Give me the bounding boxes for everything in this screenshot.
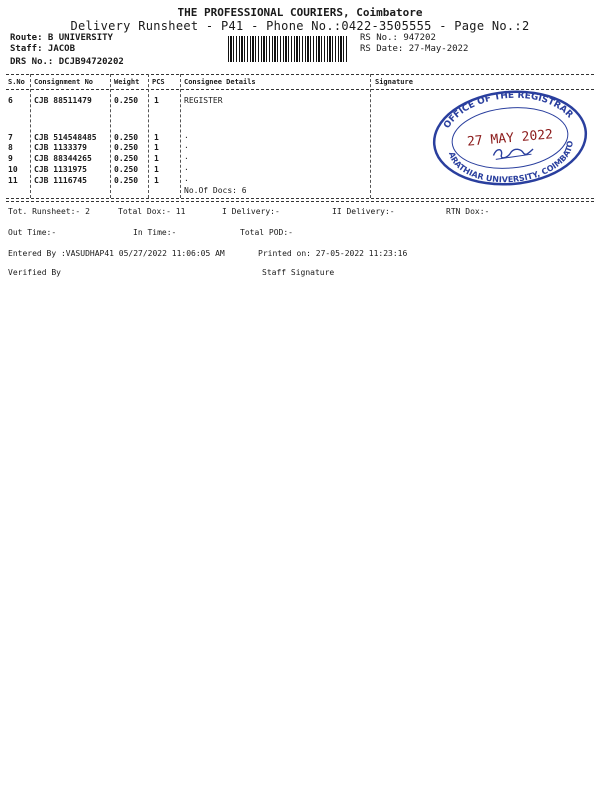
total-pod: Total POD:-: [240, 228, 293, 237]
total-runsheet: Tot. Runsheet:- 2: [8, 207, 90, 216]
column-header: Consignment No: [34, 78, 94, 86]
rs-date: RS Date: 27-May-2022: [360, 44, 469, 54]
table-bottom-rule-2: [6, 201, 594, 202]
row-details: .: [184, 174, 189, 183]
column-header: Consignee Details: [184, 78, 256, 86]
row-sno: 11: [8, 176, 18, 185]
row-weight: 0.250: [114, 154, 139, 163]
row-sno: 10: [8, 165, 18, 174]
row-weight: 0.250: [114, 133, 139, 142]
row-weight: 0.250: [114, 165, 139, 174]
row-consignment: CJB 1116745: [34, 176, 87, 185]
stamp-bottom-text: BHARATHIAR UNIVERSITY, COIMBATORE: [425, 87, 575, 185]
row-pcs: 1: [154, 133, 159, 142]
column-divider: [180, 74, 181, 198]
row-details: REGISTER: [184, 96, 223, 105]
column-divider: [370, 74, 371, 198]
row-pcs: 1: [154, 96, 159, 105]
stamp-date: 27 MAY 2022: [466, 127, 554, 150]
registrar-stamp: [426, 81, 594, 195]
row-consignment: CJB 514548485: [34, 133, 97, 142]
column-header: Signature: [375, 78, 413, 86]
total-dox: Total Dox:- 11: [118, 207, 186, 216]
row-pcs: 1: [154, 154, 159, 163]
row-details: .: [184, 131, 189, 140]
row-details: .: [184, 141, 189, 150]
table-bottom-rule: [6, 198, 594, 199]
in-time: In Time:-: [133, 228, 177, 237]
row-sno: 6: [8, 96, 13, 105]
company-title: THE PROFESSIONAL COURIERS, Coimbatore: [177, 6, 423, 19]
row-consignment: CJB 1133379: [34, 143, 87, 152]
column-divider: [148, 74, 149, 198]
rs-number: RS No.: 947202: [360, 33, 436, 43]
stamp-graphic: [426, 81, 594, 195]
column-header: PCS: [152, 78, 165, 86]
second-delivery: II Delivery:-: [332, 207, 395, 216]
row-consignment: CJB 88344265: [34, 154, 92, 163]
first-delivery: I Delivery:-: [222, 207, 280, 216]
stamp-top-text: OFFICE OF THE REGISTRAR: [442, 90, 575, 131]
row-weight: 0.250: [114, 176, 139, 185]
column-header: Weight: [114, 78, 140, 86]
printed-on: Printed on: 27-05-2022 11:23:16: [258, 249, 408, 258]
row-sno: 8: [8, 143, 13, 152]
staff-signature: Staff Signature: [262, 268, 335, 277]
row-sno: 7: [8, 133, 13, 142]
row-consignment: CJB 1131975: [34, 165, 87, 174]
out-time: Out Time:-: [8, 228, 57, 237]
runsheet-subtitle: Delivery Runsheet - P41 - Phone No.:0422-3505555 - Page No.:2: [70, 19, 530, 33]
row-pcs: 1: [154, 143, 159, 152]
column-divider: [110, 74, 111, 198]
row-details: .: [184, 152, 189, 161]
route-label: Route: B UNIVERSITY: [10, 33, 113, 43]
rtn-dox: RTN Dox:-: [446, 207, 490, 216]
column-divider: [30, 74, 31, 198]
staff-label: Staff: JACOB: [10, 44, 76, 54]
barcode: [228, 36, 348, 62]
row-consignment: CJB 88511479: [34, 96, 92, 105]
row-weight: 0.250: [114, 96, 139, 105]
table-top-rule: [6, 74, 594, 75]
entered-by: Entered By :VASUDHAP41 05/27/2022 11:06:05 AM: [8, 249, 225, 258]
row-pcs: 1: [154, 176, 159, 185]
column-header: S.No: [8, 78, 25, 86]
row-pcs: 1: [154, 165, 159, 174]
drs-number: DRS No.: DCJB94720202: [10, 57, 124, 67]
row-details: .: [184, 163, 189, 172]
no-of-docs: No.Of Docs: 6: [184, 186, 247, 195]
row-weight: 0.250: [114, 143, 139, 152]
verified-by: Verified By: [8, 268, 61, 277]
row-sno: 9: [8, 154, 13, 163]
